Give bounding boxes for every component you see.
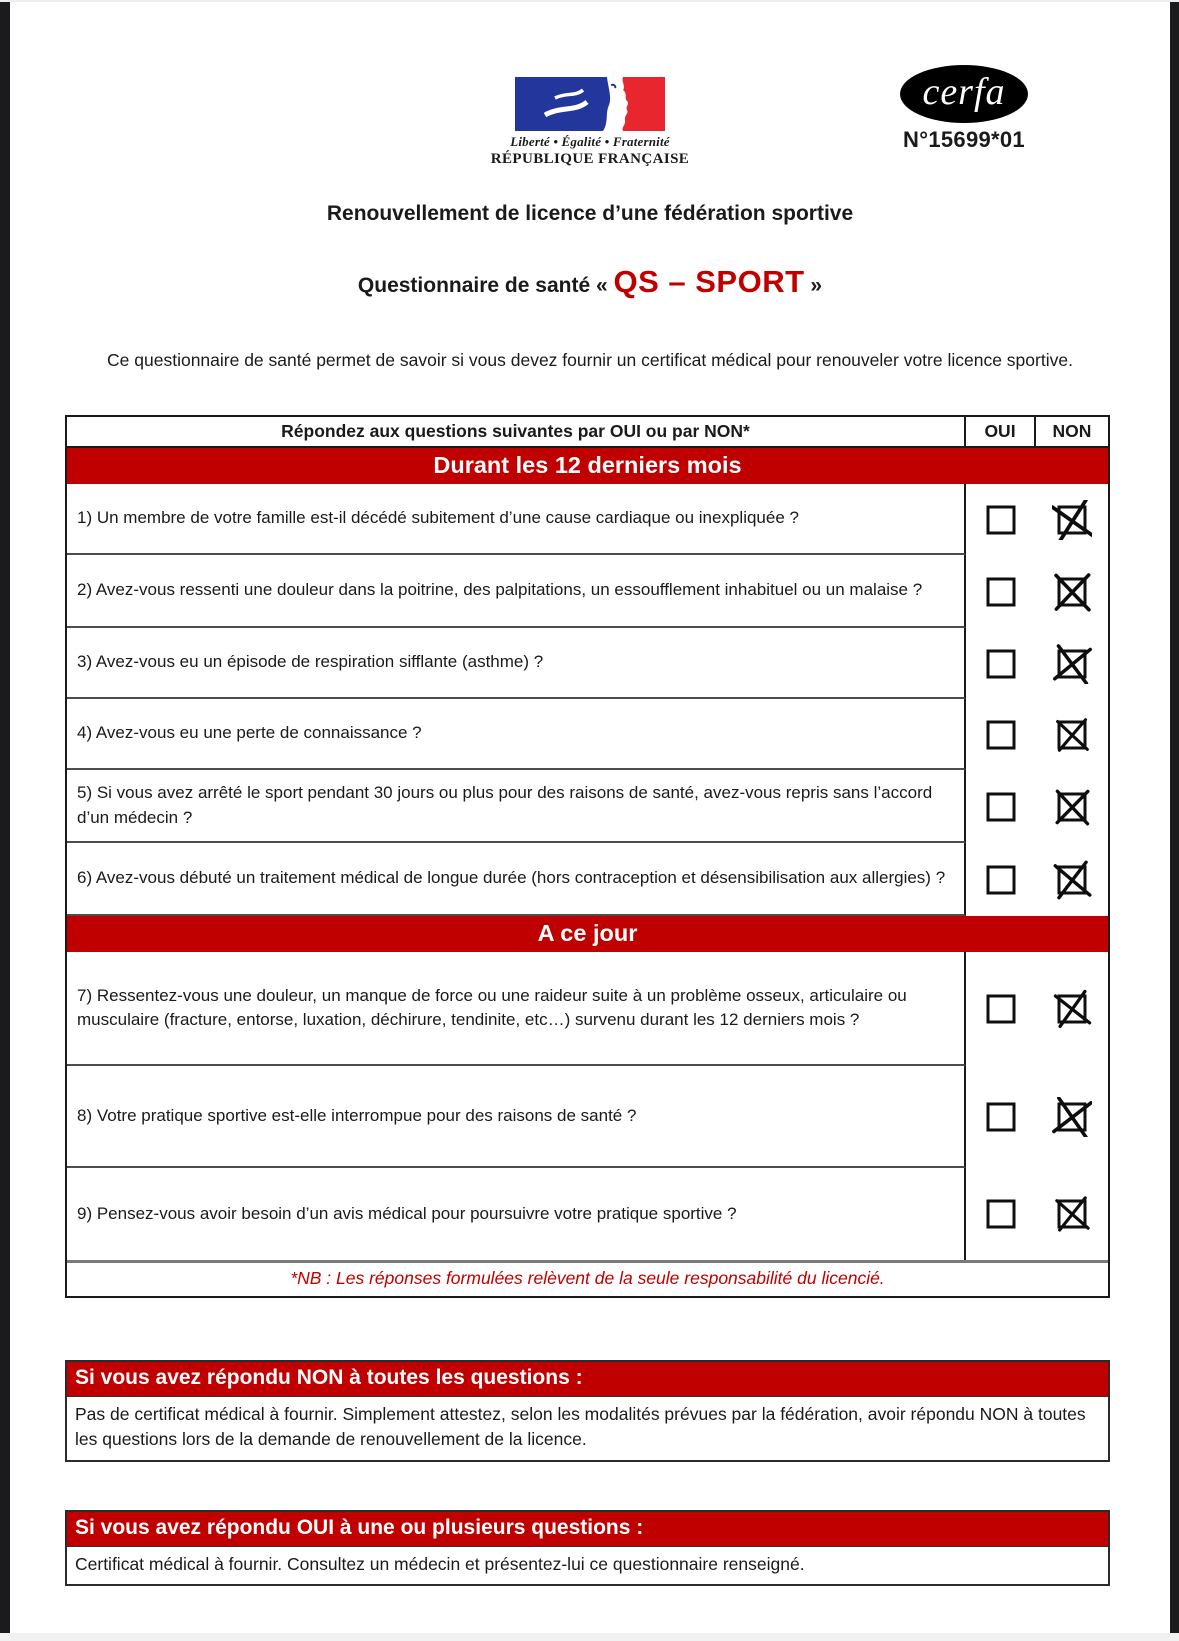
oui-checkbox-q1[interactable]	[981, 500, 1021, 540]
table-header-oui: OUI	[966, 417, 1036, 448]
non-checkbox-q7[interactable]	[1052, 989, 1092, 1029]
oui-checkbox-q4[interactable]	[981, 715, 1021, 755]
page-header	[10, 2, 1170, 172]
x-mark-icon	[1057, 1198, 1088, 1230]
x-mark-icon	[1058, 719, 1088, 750]
non-checkbox-q5[interactable]	[1052, 787, 1092, 827]
non-checkbox-q3[interactable]	[1052, 644, 1092, 684]
form-title: Renouvellement de licence d’une fédération sportive	[326, 202, 854, 225]
oui-checkbox-q6[interactable]	[981, 860, 1021, 900]
non-checkbox-q9[interactable]	[1052, 1194, 1092, 1234]
outcome-banner-non: Si vous avez répondu NON à toutes les questions :	[67, 1362, 1108, 1396]
outcome-banner-oui: Si vous avez répondu OUI à une ou plusieurs questions :	[67, 1512, 1108, 1546]
subtitle-prefix: Questionnaire de santé «	[357, 274, 608, 297]
cerfa-logo	[900, 65, 1028, 123]
oui-checkbox-q5[interactable]	[981, 787, 1021, 827]
section-banner-today: A ce jour	[67, 916, 1108, 952]
intro-text: Ce questionnaire de santé permet de savoir si vous devez fournir un certificat médical pour renouveler votre licence sportive.	[107, 350, 1073, 370]
non-checkbox-q4[interactable]	[1052, 715, 1092, 755]
question-text-q3: 3) Avez-vous eu un épisode de respiration sifflante (asthme) ?	[67, 628, 966, 699]
questionnaire-table	[65, 415, 1110, 1298]
question-text-q6: 6) Avez-vous débuté un traitement médical de longue durée (hors contraception et désensibilisation aux allergies) ?	[67, 843, 966, 916]
form-subtitle	[10, 264, 1170, 300]
question-text-q9: 9) Pensez-vous avoir besoin d’un avis médical pour poursuivre votre pratique sportive ?	[67, 1168, 966, 1260]
republic-name: RÉPUBLIQUE FRANÇAISE	[490, 151, 690, 167]
outcome-body-oui: Certificat médical à fournir. Consultez un médecin et présentez-lui ce questionnaire renseigné.	[67, 1546, 1108, 1584]
question-text-q1: 1) Un membre de votre famille est-il décédé subitement d’une cause cardiaque ou inexpliquée ?	[67, 484, 966, 555]
marianne-logo	[470, 77, 710, 168]
cerfa-number: N°15699*01	[903, 127, 1025, 152]
outcome-section-oui	[65, 1510, 1110, 1586]
oui-checkbox-q8[interactable]	[981, 1097, 1021, 1137]
oui-checkbox-q7[interactable]	[981, 989, 1021, 1029]
oui-checkbox-q9[interactable]	[981, 1194, 1021, 1234]
outcome-body-non: Pas de certificat médical à fournir. Simplement attestez, selon les modalités prévues par la fédération, avoir répondu NON à toutes les questions lors de la demande de renouvellement de la licence.	[67, 1396, 1108, 1460]
question-text-q4: 4) Avez-vous eu une perte de connaissance ?	[67, 699, 966, 770]
form-page	[10, 2, 1170, 1633]
cerfa-logo-text: cerfa	[922, 70, 1006, 113]
table-header-question: Répondez aux questions suivantes par OUI ou par NON*	[67, 417, 966, 448]
non-checkbox-q6[interactable]	[1052, 860, 1092, 900]
question-text-q5: 5) Si vous avez arrêté le sport pendant 30 jours ou plus pour des raisons de santé, avez-vous repris sans l’accord d’un médecin ?	[67, 770, 966, 843]
oui-checkbox-q3[interactable]	[981, 644, 1021, 684]
non-checkbox-q8[interactable]	[1052, 1097, 1092, 1137]
outcome-section-non	[65, 1360, 1110, 1462]
non-checkbox-q2[interactable]	[1052, 572, 1092, 612]
non-checkbox-q1[interactable]	[1052, 500, 1092, 540]
oui-checkbox-q2[interactable]	[981, 572, 1021, 612]
question-text-q7: 7) Ressentez-vous une douleur, un manque de force ou une raideur suite à un problème osseux, articulaire ou musculaire (fracture, entorse, luxation, déchirure, tendinite, etc…) survenu durant les 12 derniers mois ?	[67, 952, 966, 1066]
question-text-q2: 2) Avez-vous ressenti une douleur dans la poitrine, des palpitations, un essoufflement inhabituel ou un malaise ?	[67, 555, 966, 628]
question-text-q8: 8) Votre pratique sportive est-elle interrompue pour des raisons de santé ?	[67, 1066, 966, 1168]
french-flag-icon	[515, 77, 665, 131]
motto: Liberté • Égalité • Fraternité	[510, 134, 670, 149]
section-banner-12-months: Durant les 12 derniers mois	[67, 448, 1108, 484]
cerfa-block	[896, 65, 1032, 153]
table-footnote: *NB : Les réponses formulées relèvent de la seule responsabilité du licencié.	[67, 1260, 1108, 1296]
subtitle-suffix: »	[810, 274, 823, 297]
table-header-non: NON	[1036, 417, 1108, 448]
qs-sport-highlight: QS – SPORT	[613, 264, 805, 299]
